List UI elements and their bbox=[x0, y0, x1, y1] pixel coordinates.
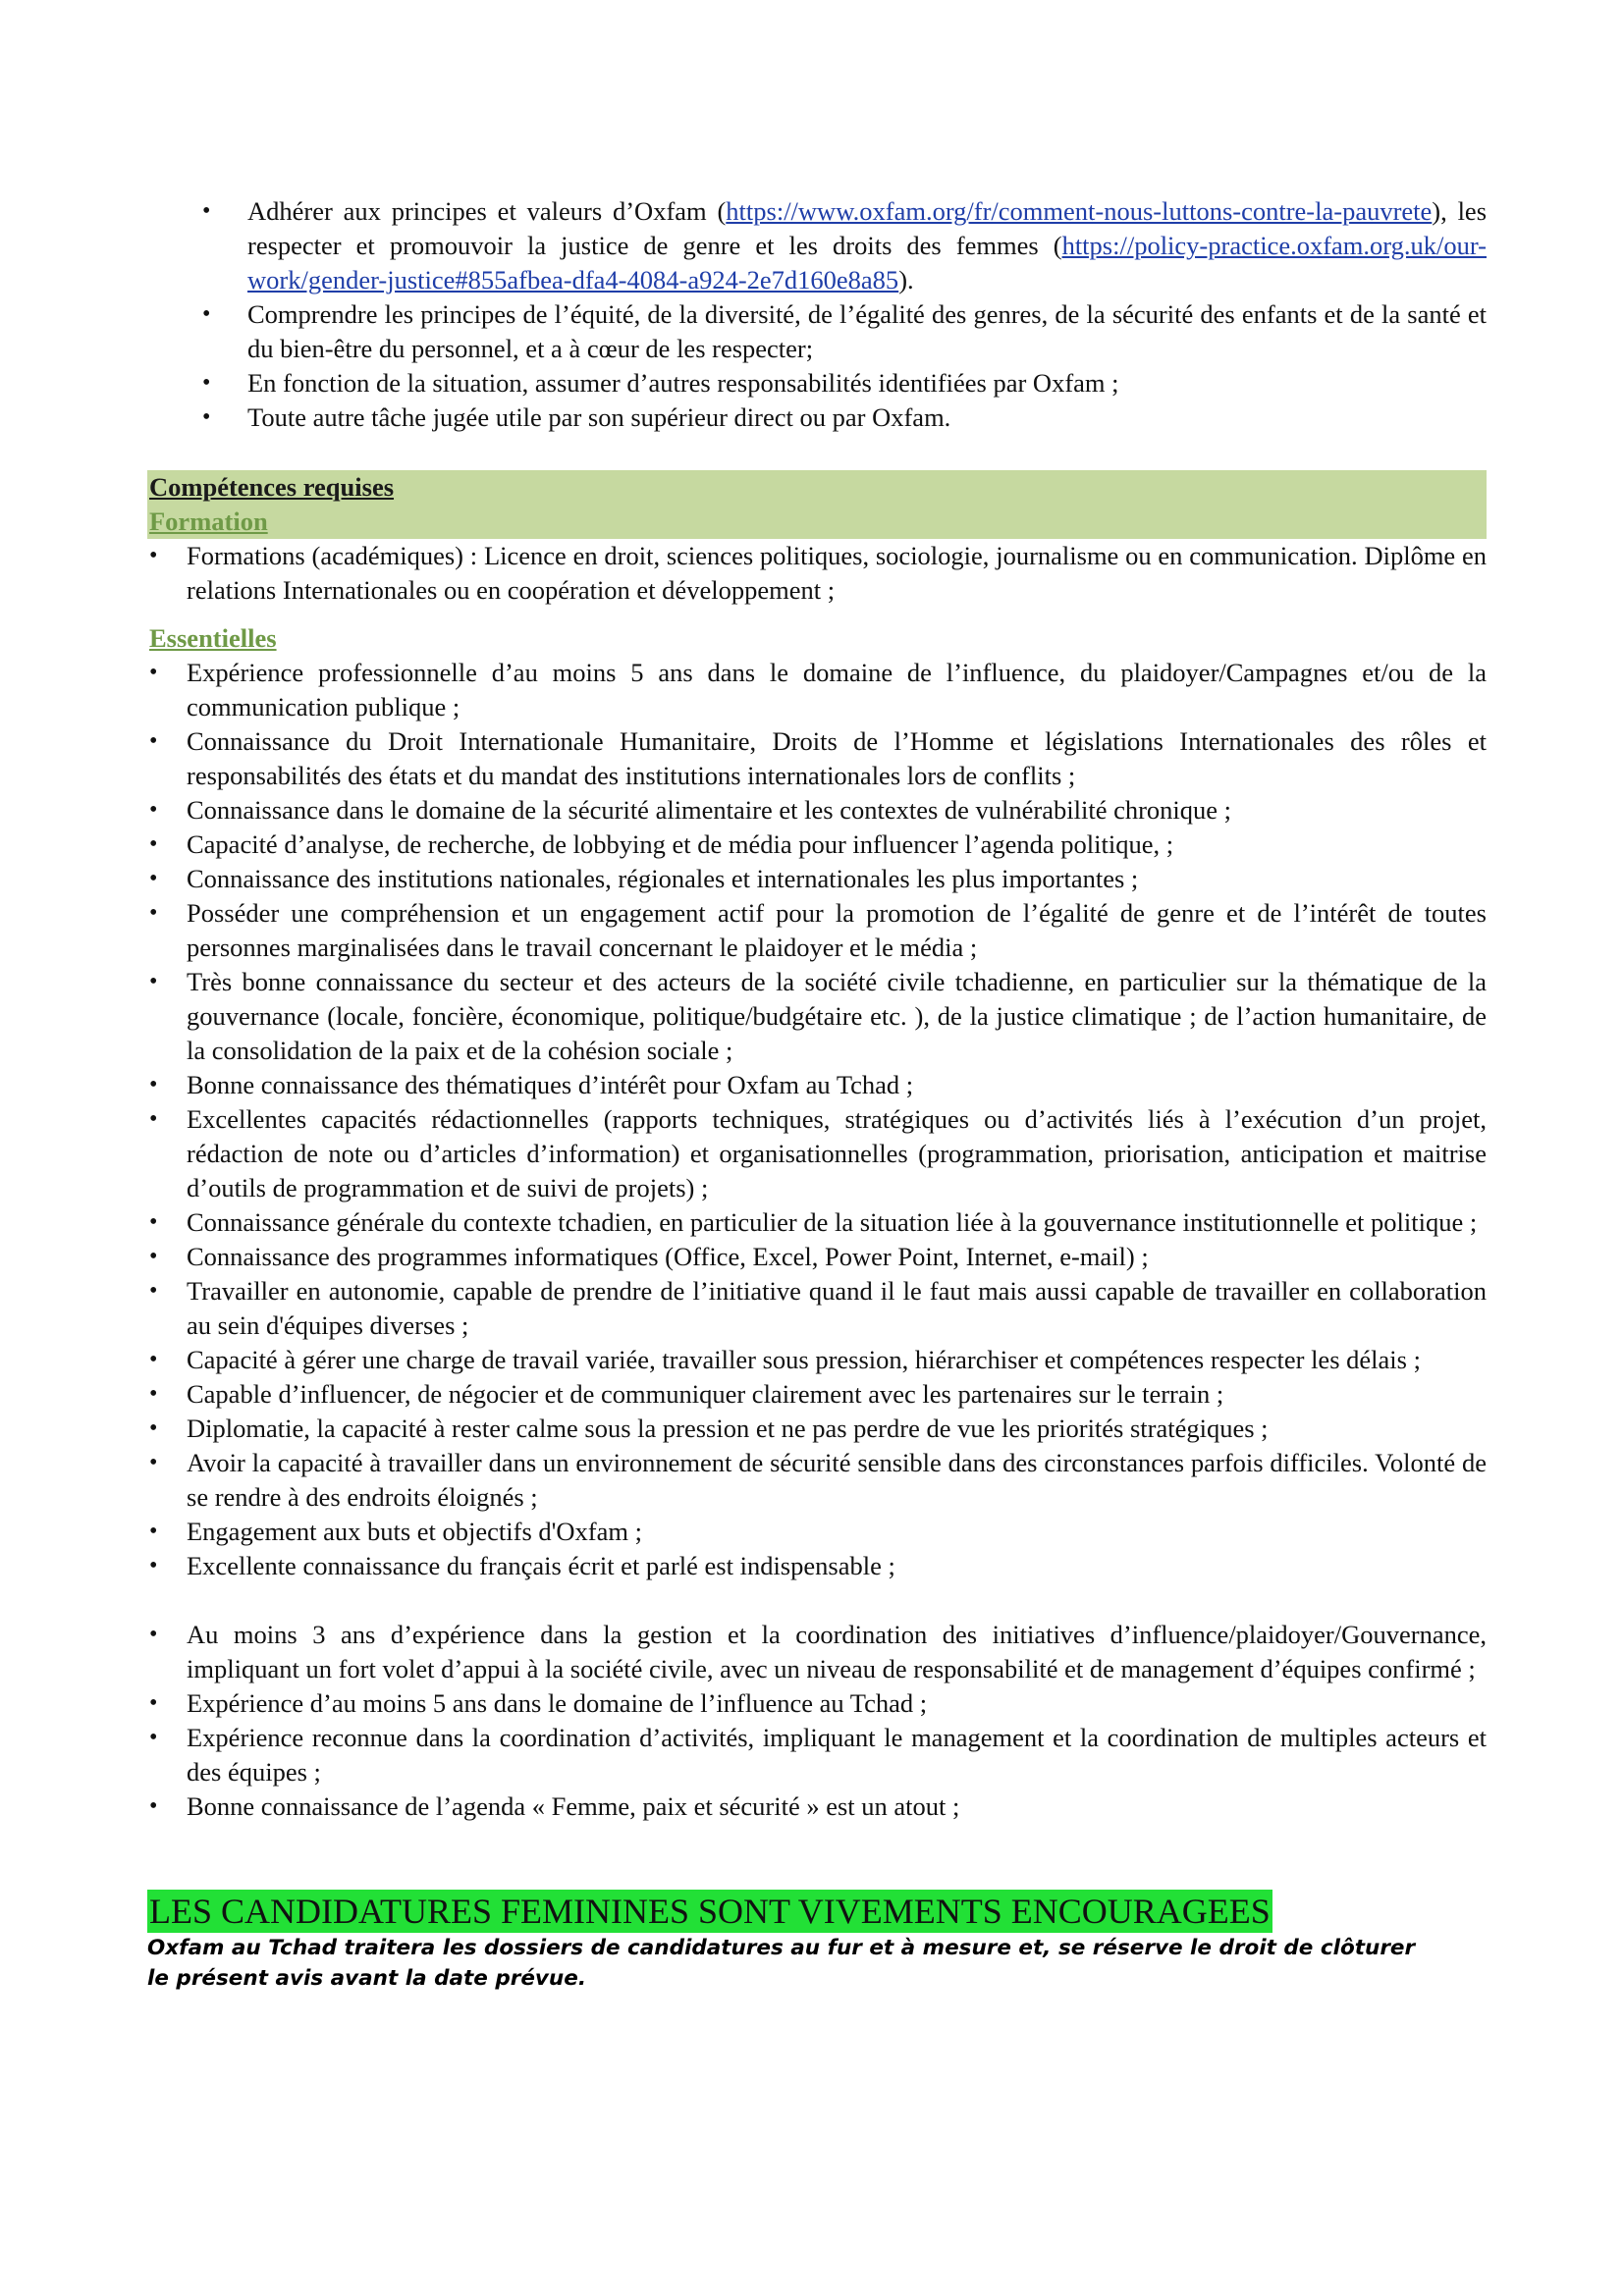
women-encouraged-banner: LES CANDIDATURES FEMININES SONT VIVEMENTS ENCOURAGEES bbox=[149, 1892, 1271, 1931]
list-item: • Capacité à gérer une charge de travail variée, travailler sous pression, hiérarchiser et compétences respecter les délais ; bbox=[147, 1343, 1487, 1377]
formation-list bbox=[147, 539, 1487, 608]
list-item: • Connaissance des programmes informatiques (Office, Excel, Power Point, Internet, e-mail) ; bbox=[147, 1240, 1487, 1274]
list-item: • Expérience reconnue dans la coordination d’activités, impliquant le management et la coordination de multiples acteurs et des équipes ; bbox=[147, 1721, 1487, 1789]
list-item: • Travailler en autonomie, capable de prendre de l’initiative quand il le faut mais aussi capable de travailler en collaboration au sein d'équipes diverses ; bbox=[147, 1274, 1487, 1343]
essentielles-title: Essentielles bbox=[149, 623, 277, 653]
notice-line: le présent avis avant la date prévue. bbox=[147, 1966, 586, 1991]
list-item: • Avoir la capacité à travailler dans un environnement de sécurité sensible dans des circonstances parfois difficiles. Volonté de se rendre à des endroits éloignés ; bbox=[147, 1446, 1487, 1515]
application-notice bbox=[147, 1933, 1424, 1994]
list-item: • Comprendre les principes de l’équité, de la diversité, de l’égalité des genres, de la sécurité des enfants et de la santé et du bien-être du personnel, et a à cœur de les respecter; bbox=[147, 297, 1487, 366]
list-item: • Capable d’influencer, de négocier et de communiquer clairement avec les partenaires sur le terrain ; bbox=[147, 1377, 1487, 1412]
page-content bbox=[147, 194, 1487, 1994]
list-item: • Connaissance dans le domaine de la sécurité alimentaire et les contextes de vulnérabilité chronique ; bbox=[147, 793, 1487, 828]
list-item: • Connaissance des institutions nationales, régionales et internationales les plus importantes ; bbox=[147, 862, 1487, 896]
list-item: • Expérience professionnelle d’au moins 5 ans dans le domaine de l’influence, du plaidoyer/Campagnes et/ou de la communication publique ; bbox=[147, 656, 1487, 724]
list-item: • Expérience d’au moins 5 ans dans le domaine de l’influence au Tchad ; bbox=[147, 1686, 1487, 1721]
list-item: • Au moins 3 ans d’expérience dans la gestion et la coordination des initiatives d’influence/plaidoyer/Gouvernance, impliquant un fort volet d’appui à la société civile, avec un niveau de responsabilité et de management d’équipes confirmé ; bbox=[147, 1618, 1487, 1686]
spacer bbox=[147, 1583, 1487, 1618]
list-item: • Connaissance du Droit Internationale Humanitaire, Droits de l’Homme et législations Internationales des rôles et responsabilités des états et du mandat des institutions internationales lors de conflits ; bbox=[147, 724, 1487, 793]
list-item: • Très bonne connaissance du secteur et des acteurs de la société civile tchadienne, en particulier sur la thématique de la gouvernance (locale, foncière, économique, politique/budgétaire etc. ), de la justice climatique ; de l’action humanitaire, de la consolidation de la paix et de la cohésion sociale ; bbox=[147, 965, 1487, 1068]
list-item: • En fonction de la situation, assumer d’autres responsabilités identifiées par Oxfam ; bbox=[147, 366, 1487, 400]
section-title: Compétences requises bbox=[149, 472, 395, 502]
oxfam-values-link[interactable]: https://www.oxfam.org/fr/comment-nous-luttons-contre-la-pauvrete bbox=[726, 196, 1433, 226]
list-item: • Excellente connaissance du français écrit et parlé est indispensable ; bbox=[147, 1549, 1487, 1583]
competences-header bbox=[147, 470, 1487, 539]
list-item: • Connaissance générale du contexte tchadien, en particulier de la situation liée à la gouvernance institutionnelle et politique ; bbox=[147, 1205, 1487, 1240]
formation-title: Formation bbox=[149, 507, 268, 536]
list-item: • Formations (académiques) : Licence en droit, sciences politiques, sociologie, journalisme ou en communication. Diplôme en relations Internationales ou en coopération et développement ; bbox=[147, 539, 1487, 608]
list-item: • Posséder une compréhension et un engagement actif pour la promotion de l’égalité de genre et de l’intérêt de toutes personnes marginalisées dans le travail concernant le plaidoyer et le média ; bbox=[147, 896, 1487, 965]
list-item: • Bonne connaissance des thématiques d’intérêt pour Oxfam au Tchad ; bbox=[147, 1068, 1487, 1102]
list-item: • Adhérer aux principes et valeurs d’Oxfam (https://www.oxfam.org/fr/comment-nous-luttons-contre-la-pauvrete), les respecter et promouvoir la justice de genre et les droits des femmes (https://policy-practice.oxfam.org.uk/our-work/gender-justice#855afbea-dfa4-4084-a924-2e7d160e8a85). bbox=[147, 194, 1487, 297]
notice-line: Oxfam au Tchad traitera les dossiers de candidatures au fur et à mesure et, se réserve le droit de clôturer bbox=[147, 1936, 1416, 1960]
list-item: • Toute autre tâche jugée utile par son supérieur direct ou par Oxfam. bbox=[147, 400, 1487, 435]
list-item: • Capacité d’analyse, de recherche, de lobbying et de média pour influencer l’agenda politique, ; bbox=[147, 828, 1487, 862]
additional-list bbox=[147, 1618, 1487, 1824]
essentielles-list bbox=[147, 656, 1487, 1583]
list-item: • Diplomatie, la capacité à rester calme sous la pression et ne pas perdre de vue les priorités stratégiques ; bbox=[147, 1412, 1487, 1446]
list-item: • Bonne connaissance de l’agenda « Femme, paix et sécurité » est un atout ; bbox=[147, 1789, 1487, 1824]
intro-bullet-list bbox=[147, 194, 1487, 435]
list-item: • Engagement aux buts et objectifs d'Oxfam ; bbox=[147, 1515, 1487, 1549]
gender-justice-link[interactable]: https://policy-practice.oxfam.org.uk/our-work/gender-justice#855afbea-dfa4-4084-a924-2e7d160e8a85 bbox=[247, 231, 1487, 294]
list-item: • Excellentes capacités rédactionnelles (rapports techniques, stratégiques ou d’activités liés à l’exécution d’un projet, rédaction de note ou d’articles d’information) et organisationnelles (programmation, priorisation, anticipation et maitrise d’outils de programmation et de suivi de projets) ; bbox=[147, 1102, 1487, 1205]
